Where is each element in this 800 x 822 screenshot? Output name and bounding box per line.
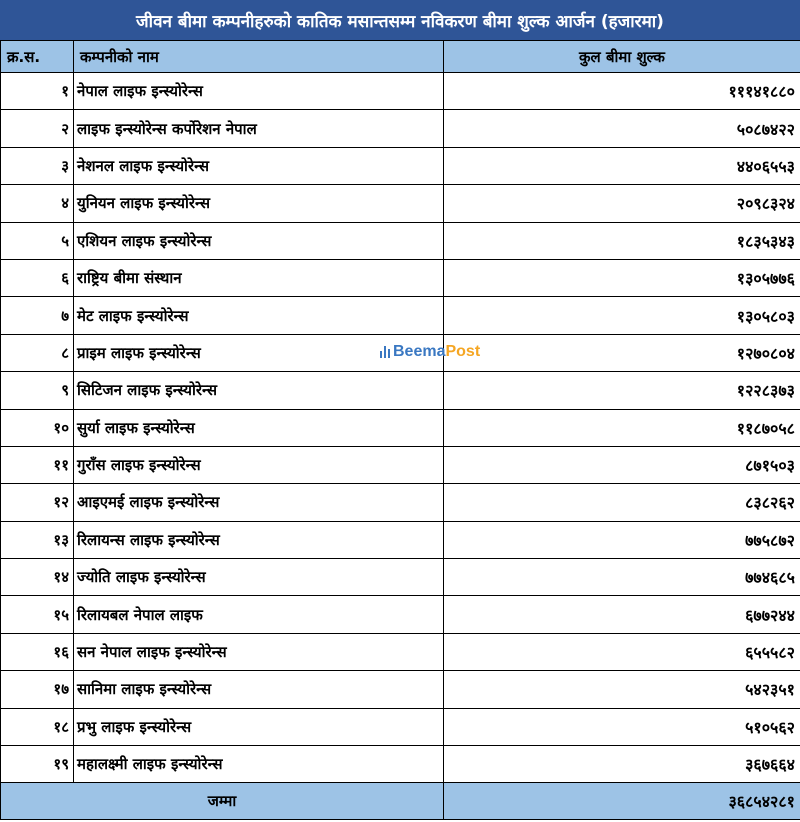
table-row — [1, 521, 800, 558]
row-premium-amount: ६७७२४४ — [444, 596, 800, 633]
table-row — [1, 259, 800, 296]
row-serial-number: २ — [1, 110, 74, 147]
row-serial-number: १ — [1, 73, 74, 110]
row-premium-amount: ४४०६५५३ — [444, 147, 800, 184]
row-company-name: प्राइम लाइफ इन्स्योरेन्स — [74, 334, 444, 371]
row-company-name: युनियन लाइफ इन्स्योरेन्स — [74, 185, 444, 222]
table-row — [1, 185, 800, 222]
row-company-name: सुर्या लाइफ इन्स्योरेन्स — [74, 409, 444, 446]
row-premium-amount: १२२८३७३ — [444, 372, 800, 409]
row-serial-number: १६ — [1, 633, 74, 670]
table-row — [1, 446, 800, 483]
row-company-name: गुराँस लाइफ इन्स्योरेन्स — [74, 446, 444, 483]
row-serial-number: १९ — [1, 746, 74, 783]
premium-table — [0, 40, 800, 820]
beemapost-watermark — [380, 343, 480, 361]
table-row — [1, 708, 800, 745]
row-serial-number: ११ — [1, 446, 74, 483]
row-company-name: सानिमा लाइफ इन्स्योरेन्स — [74, 671, 444, 708]
table-row — [1, 484, 800, 521]
row-premium-amount: ८३८२६२ — [444, 484, 800, 521]
row-company-name: राष्ट्रिय बीमा संस्थान — [74, 259, 444, 296]
row-premium-amount: ७७४६८५ — [444, 559, 800, 596]
table-row — [1, 73, 800, 110]
row-company-name: नेशनल लाइफ इन्स्योरेन्स — [74, 147, 444, 184]
row-company-name: ज्योति लाइफ इन्स्योरेन्स — [74, 559, 444, 596]
watermark-brand-post: Post — [445, 343, 481, 360]
table-row — [1, 409, 800, 446]
row-serial-number: १७ — [1, 671, 74, 708]
row-company-name: मेट लाइफ इन्स्योरेन्स — [74, 297, 444, 334]
row-serial-number: ७ — [1, 297, 74, 334]
row-company-name: महालक्ष्मी लाइफ इन्स्योरेन्स — [74, 746, 444, 783]
row-serial-number: ३ — [1, 147, 74, 184]
row-serial-number: ५ — [1, 222, 74, 259]
row-premium-amount: २०९८३२४ — [444, 185, 800, 222]
table-row — [1, 297, 800, 334]
row-premium-amount: १३०५८०३ — [444, 297, 800, 334]
row-premium-amount: १३०५७७६ — [444, 259, 800, 296]
row-company-name: नेपाल लाइफ इन्स्योरेन्स — [74, 73, 444, 110]
row-premium-amount: १८३५३४३ — [444, 222, 800, 259]
row-serial-number: १८ — [1, 708, 74, 745]
header-total-premium: कुल बीमा शुल्क — [444, 41, 800, 73]
row-serial-number: ९ — [1, 372, 74, 409]
row-company-name: प्रभु लाइफ इन्स्योरेन्स — [74, 708, 444, 745]
row-company-name: लाइफ इन्स्योरेन्स कर्पोरेशन नेपाल — [74, 110, 444, 147]
row-premium-amount: ५१०५६२ — [444, 708, 800, 745]
table-row — [1, 147, 800, 184]
building-icon — [380, 346, 390, 358]
table-title: जीवन बीमा कम्पनीहरुको कातिक मसान्तसम्म नविकरण बीमा शुल्क आर्जन (हजारमा) — [0, 0, 800, 40]
row-premium-amount: ८७१५०३ — [444, 446, 800, 483]
table-row — [1, 746, 800, 783]
watermark-brand-beema: Beema — [393, 343, 446, 360]
row-serial-number: ६ — [1, 259, 74, 296]
table-row — [1, 372, 800, 409]
row-premium-amount: ५०८७४२२ — [444, 110, 800, 147]
row-company-name: सन नेपाल लाइफ इन्स्योरेन्स — [74, 633, 444, 670]
row-company-name: सिटिजन लाइफ इन्स्योरेन्स — [74, 372, 444, 409]
row-serial-number: १३ — [1, 521, 74, 558]
row-serial-number: ४ — [1, 185, 74, 222]
row-premium-amount: १२७०८०४ — [444, 334, 800, 371]
row-company-name: रिलायन्स लाइफ इन्स्योरेन्स — [74, 521, 444, 558]
row-serial-number: १० — [1, 409, 74, 446]
table-row — [1, 559, 800, 596]
row-serial-number: १२ — [1, 484, 74, 521]
row-company-name: आइएमई लाइफ इन्स्योरेन्स — [74, 484, 444, 521]
table-row — [1, 633, 800, 670]
row-serial-number: ८ — [1, 334, 74, 371]
row-serial-number: १५ — [1, 596, 74, 633]
row-premium-amount: ६५५५८२ — [444, 633, 800, 670]
total-row — [1, 783, 800, 820]
row-company-name: रिलायबल नेपाल लाइफ — [74, 596, 444, 633]
table-row — [1, 596, 800, 633]
table-row — [1, 110, 800, 147]
row-premium-amount: ३६७६६४ — [444, 746, 800, 783]
row-premium-amount: ११८७०५८ — [444, 409, 800, 446]
row-serial-number: १४ — [1, 559, 74, 596]
header-row — [1, 41, 800, 73]
table-row — [1, 671, 800, 708]
row-premium-amount: ७७५८७२ — [444, 521, 800, 558]
table-body — [1, 73, 800, 783]
header-sn: क्र.स. — [1, 41, 74, 73]
total-label: जम्मा — [1, 783, 444, 820]
row-premium-amount: ५४२३५१ — [444, 671, 800, 708]
row-premium-amount: १११४१८८० — [444, 73, 800, 110]
table-row — [1, 222, 800, 259]
row-company-name: एशियन लाइफ इन्स्योरेन्स — [74, 222, 444, 259]
total-amount: ३६८५४२८१ — [444, 783, 800, 820]
header-company-name: कम्पनीको नाम — [74, 41, 444, 73]
